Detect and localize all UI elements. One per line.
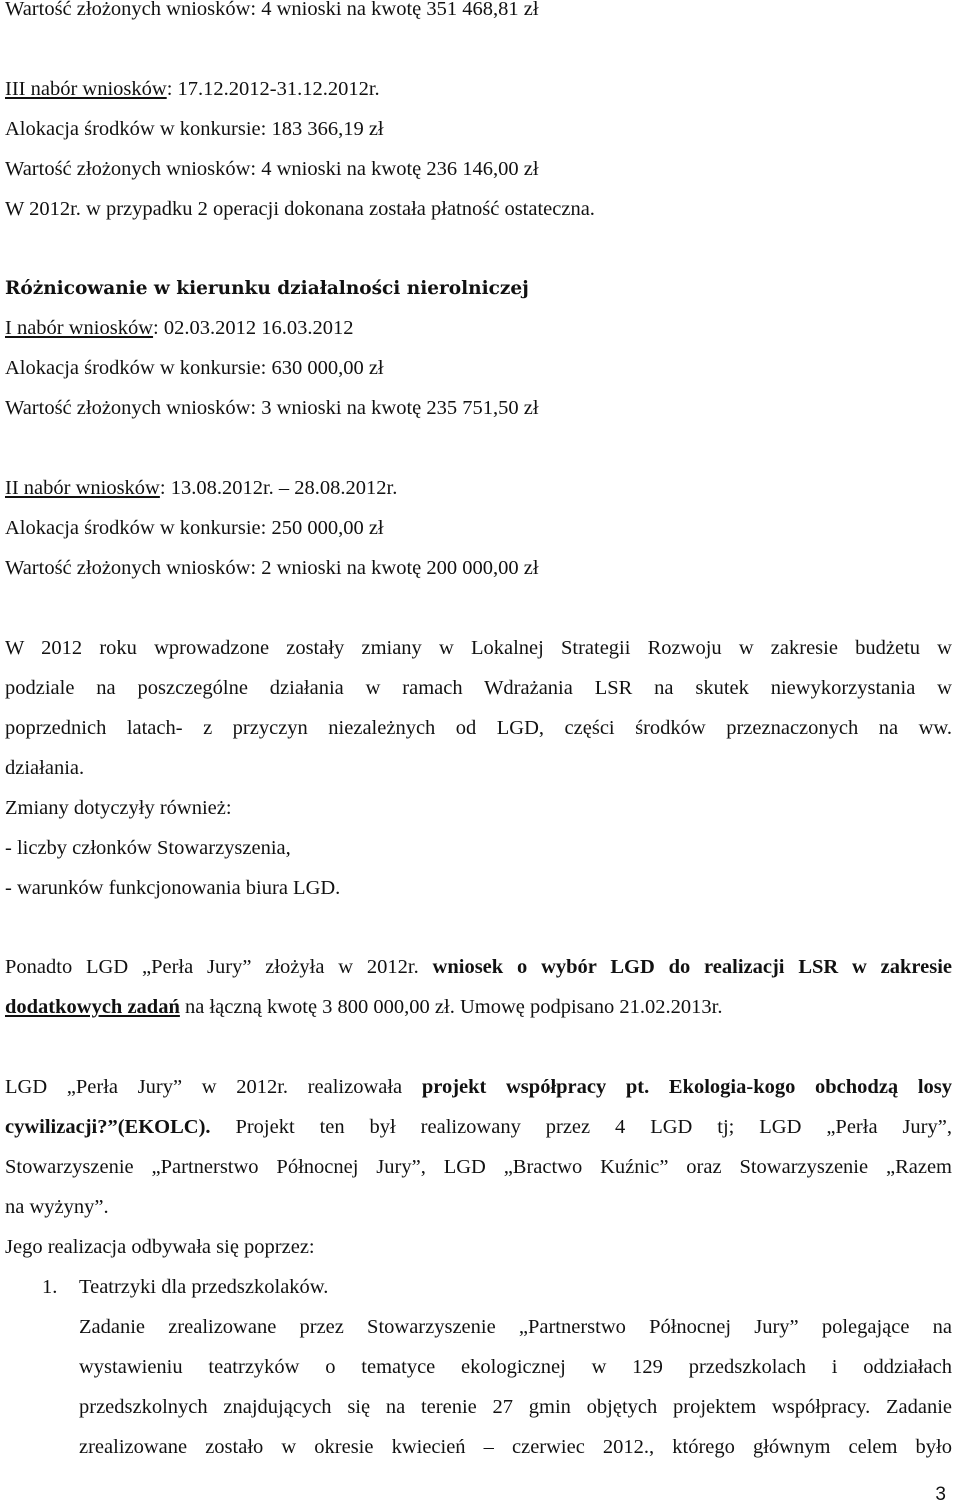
text-span: Projekt ten był realizowany przez 4 LGD tj; LGD „Perła Jury”, bbox=[210, 1116, 952, 1138]
text-line: Wartość złożonych wniosków: 3 wnioski na kwotę 235 751,50 zł bbox=[5, 397, 539, 419]
text-line: Zmiany dotyczyły również: bbox=[5, 797, 232, 819]
paragraph-line: Zadanie zrealizowane przez Stowarzyszenie „Partnerstwo Północnej Jury” polegające na bbox=[79, 1316, 952, 1338]
list-dash-item: - liczby członków Stowarzyszenia, bbox=[5, 837, 291, 859]
nabor-line bbox=[5, 77, 952, 101]
text-line: Wartość złożonych wniosków: 2 wnioski na kwotę 200 000,00 zł bbox=[5, 557, 539, 579]
paragraph-line bbox=[5, 1115, 952, 1139]
nabor-line bbox=[5, 476, 952, 500]
paragraph-line bbox=[5, 1075, 952, 1099]
text-span: Ponadto LGD „Perła Jury” złożyła w 2012r. bbox=[5, 956, 433, 978]
paragraph-line: działania. bbox=[5, 757, 85, 779]
nabor-dates: : 02.03.2012 16.03.2012 bbox=[153, 317, 354, 339]
text-line: Alokacja środków w konkursie: 250 000,00 zł bbox=[5, 517, 384, 539]
text-span: na łączną kwotę 3 800 000,00 zł. Umowę podpisano 21.02.2013r. bbox=[179, 996, 723, 1018]
page-number: 3 bbox=[935, 1484, 946, 1505]
list-number: 1. bbox=[42, 1276, 58, 1298]
paragraph-line: zrealizowane zostało w okresie kwiecień – czerwiec 2012., którego głównym celem było bbox=[79, 1436, 952, 1458]
bold-underlined-span: dodatkowych zadań bbox=[5, 996, 180, 1018]
paragraph-line: W 2012 roku wprowadzone zostały zmiany w Lokalnej Strategii Rozwoju w zakresie budżetu w bbox=[5, 637, 952, 659]
text-span: LGD „Perła Jury” w 2012r. realizowała bbox=[5, 1076, 422, 1098]
list-item-title: Teatrzyki dla przedszkolaków. bbox=[79, 1276, 329, 1298]
text-line: W 2012r. w przypadku 2 operacji dokonana została płatność ostateczna. bbox=[5, 198, 595, 220]
nabor-label: III nabór wniosków bbox=[5, 78, 167, 100]
paragraph-line: na wyżyny”. bbox=[5, 1196, 109, 1218]
section-heading: Różnicowanie w kierunku działalności nierolniczej bbox=[5, 278, 529, 299]
list-dash-item: - warunków funkcjonowania biura LGD. bbox=[5, 877, 341, 899]
bold-span: projekt współpracy pt. Ekologia-kogo obchodzą losy bbox=[421, 1076, 952, 1098]
text-line: Jego realizacja odbywała się poprzez: bbox=[5, 1236, 315, 1258]
text-line: Wartość złożonych wniosków: 4 wnioski na kwotę 236 146,00 zł bbox=[5, 158, 539, 180]
paragraph-line: poprzednich latach- z przyczyn niezależnych od LGD, części środków przeznaczonych na ww. bbox=[5, 717, 952, 739]
text-line: Alokacja środków w konkursie: 630 000,00 zł bbox=[5, 357, 384, 379]
nabor-dates: : 13.08.2012r. – 28.08.2012r. bbox=[159, 477, 398, 499]
paragraph-line bbox=[5, 955, 952, 979]
text-line: Wartość złożonych wniosków: 4 wnioski na kwotę 351 468,81 zł bbox=[5, 0, 539, 20]
text-line: Alokacja środków w konkursie: 183 366,19 zł bbox=[5, 118, 384, 140]
paragraph-line: podziale na poszczególne działania w ramach Wdrażania LSR na skutek niewykorzystania w bbox=[5, 677, 952, 699]
paragraph-line: Stowarzyszenie „Partnerstwo Północnej Jury”, LGD „Bractwo Kuźnic” oraz Stowarzyszenie „Razem bbox=[5, 1156, 952, 1178]
nabor-line bbox=[5, 316, 952, 340]
nabor-label: I nabór wniosków bbox=[5, 317, 154, 339]
paragraph-line: wystawieniu teatrzyków o tematyce ekologicznej w 129 przedszkolach i oddziałach bbox=[79, 1356, 952, 1378]
paragraph-line bbox=[5, 995, 952, 1019]
nabor-label: II nabór wniosków bbox=[5, 477, 160, 499]
paragraph-line: przedszkolnych znajdujących się na terenie 27 gmin objętych projektem współpracy. Zadanie bbox=[79, 1396, 952, 1418]
bold-span: cywilizacji?”(EKOLC). bbox=[5, 1116, 211, 1138]
nabor-dates: : 17.12.2012-31.12.2012r. bbox=[166, 78, 380, 100]
bold-span: wniosek o wybór LGD do realizacji LSR w zakresie bbox=[432, 956, 952, 978]
